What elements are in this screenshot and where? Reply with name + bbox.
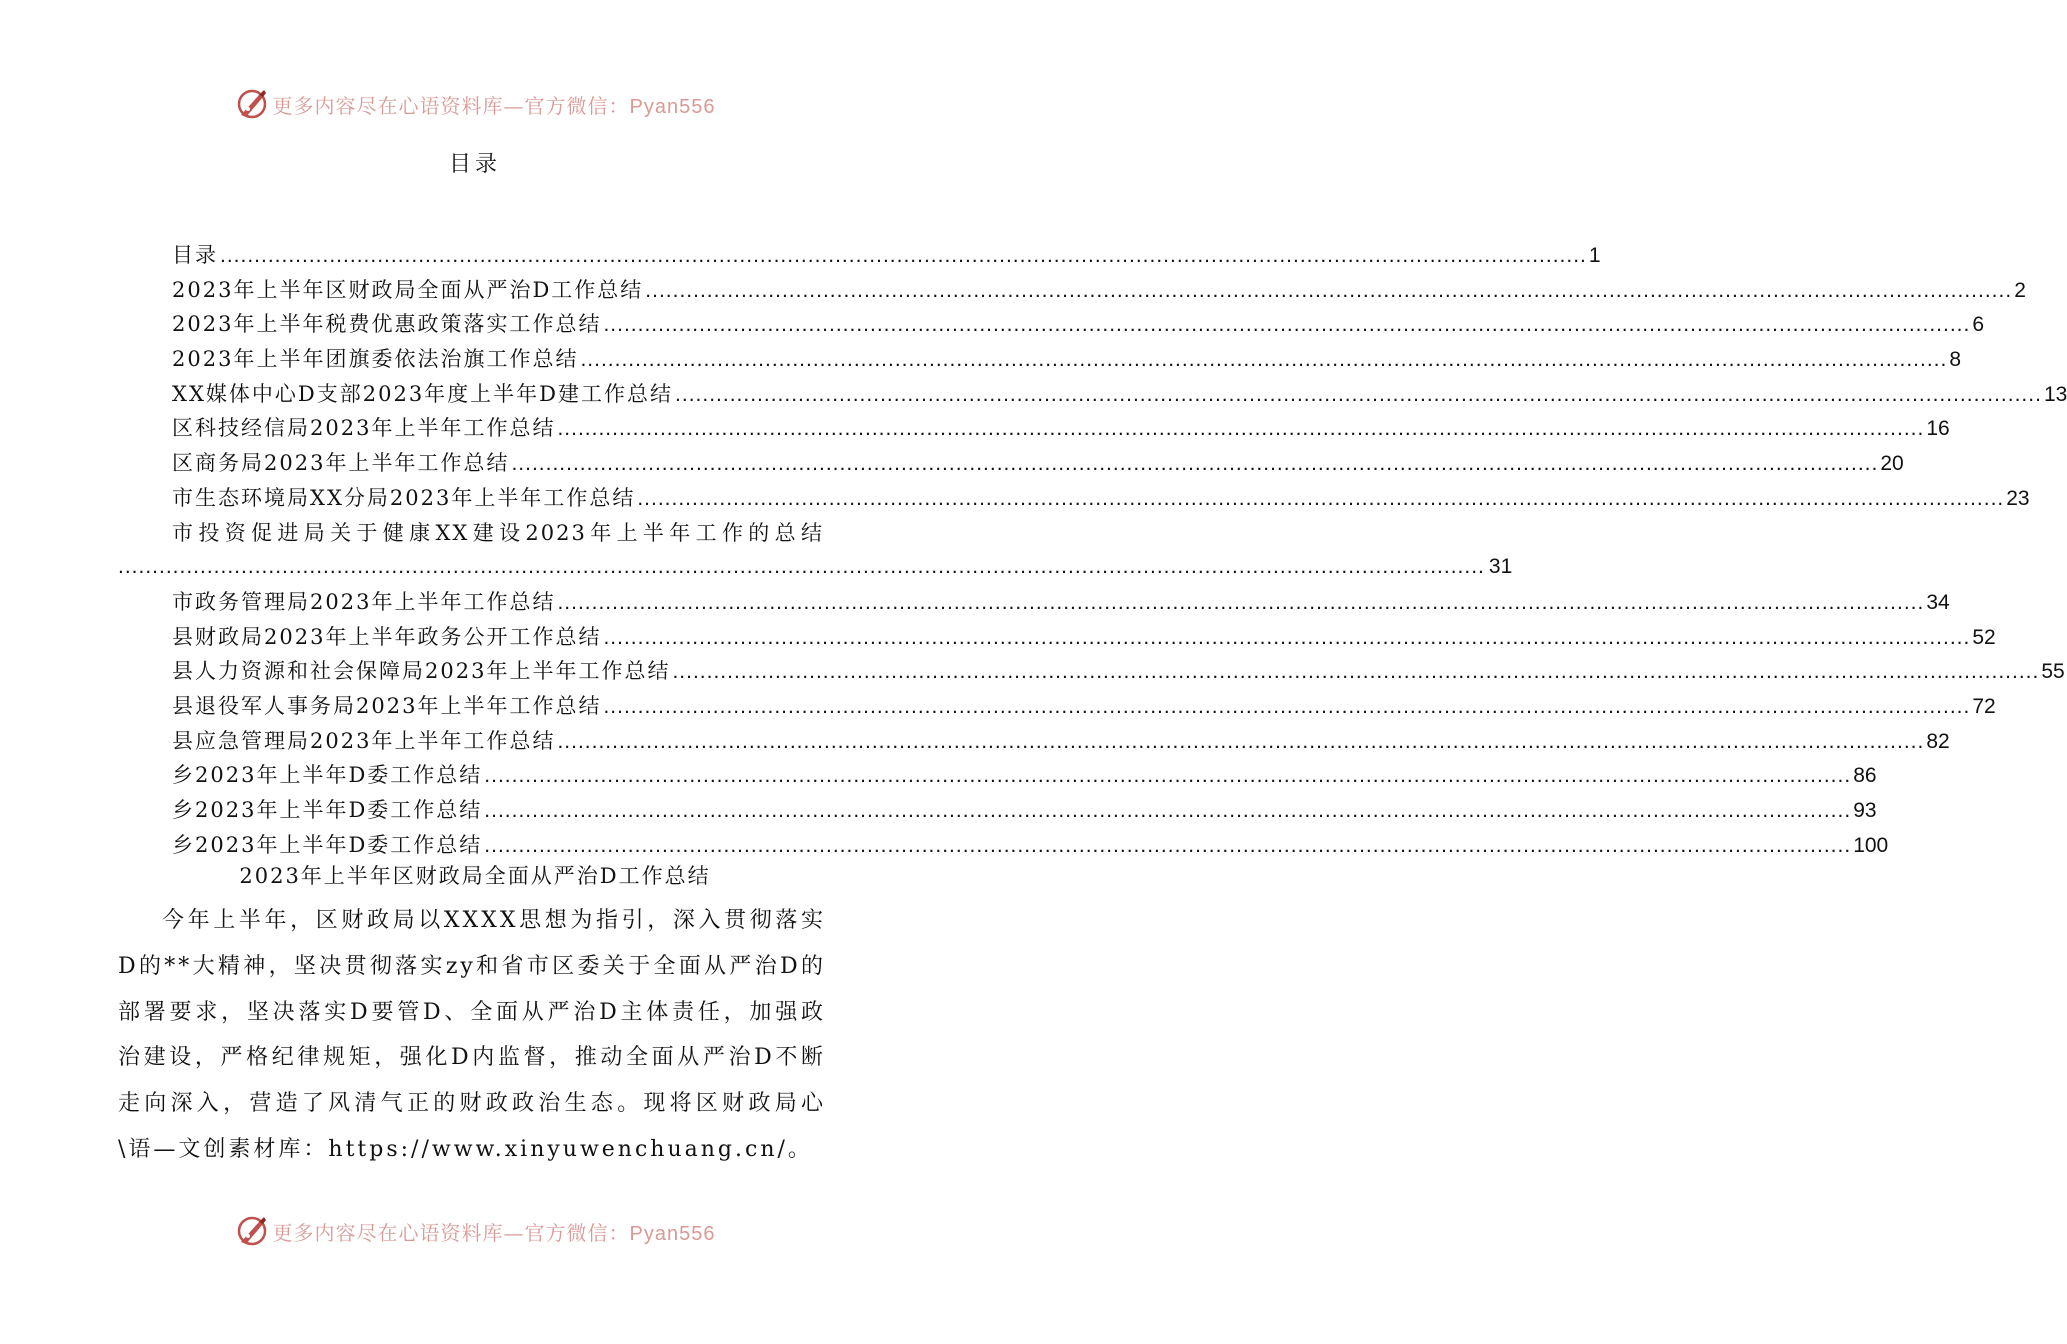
footer-watermark <box>0 1211 950 1251</box>
toc-entry-row <box>172 620 1996 656</box>
toc-entry[interactable] <box>0 446 1904 481</box>
toc-entry-row <box>172 481 2030 517</box>
toc-entry-row <box>172 758 1877 794</box>
toc-entry-row <box>172 377 2067 413</box>
toc-leader-dots: ........................................................................................................................................................................................................ <box>484 833 1852 857</box>
toc-entry[interactable] <box>0 758 1877 793</box>
toc-entry-row <box>172 724 1950 760</box>
header-watermark <box>0 84 950 124</box>
toc-leader-dots: ........................................................................................................................................................................................................ <box>675 382 2042 406</box>
toc-entry-title: 市投资促进局关于健康XX建设2023年上半年工作的总结 <box>172 520 824 545</box>
toc-leader-dots: ........................................................................................................................................................................................................ <box>220 244 1587 267</box>
toc-page-number: 100 <box>1853 833 1889 857</box>
toc-entry-title: 目录 <box>172 243 218 267</box>
toc-page-number: 6 <box>1972 313 1985 337</box>
watermark-slogan: 更多内容尽在心语资料库 <box>272 93 504 118</box>
toc-entry-title: 县退役军人事务局2023年上半年工作总结 <box>172 693 602 718</box>
toc-page-number: 2 <box>2014 278 2026 302</box>
toc-entry-title: 市政务管理局2023年上半年工作总结 <box>172 589 556 614</box>
toc-leader-dots: ........................................................................................................................................................................................................ <box>484 799 1852 823</box>
pen-logo-icon <box>235 87 269 121</box>
toc-page-number: 31 <box>1488 555 1513 579</box>
toc-entry[interactable] <box>0 481 2030 516</box>
toc-entry-title: 2023年上半年税费优惠政策落实工作总结 <box>172 312 602 337</box>
toc-page-number: 72 <box>1972 694 1996 718</box>
table-of-contents <box>0 238 2067 862</box>
watermark-text <box>273 1217 716 1246</box>
toc-leader-dots: ........................................................................................................................................................................................................ <box>603 313 1971 337</box>
toc-entry-title: 乡2023年上半年D委工作总结 <box>172 763 483 788</box>
watermark-separator: — <box>503 93 525 118</box>
toc-entry-row <box>172 689 1996 725</box>
toc-entry[interactable] <box>0 273 2026 308</box>
watermark-wechat-id: Pyan556 <box>629 95 716 118</box>
toc-entry[interactable] <box>0 585 1950 620</box>
toc-entry-row <box>172 585 1950 621</box>
toc-leader-dots: ........................................................................................................................................................................................................ <box>557 590 1925 614</box>
toc-entry-title: 2023年上半年区财政局全面从严治D工作总结 <box>172 277 644 302</box>
toc-leader-dots: ........................................................................................................................................................................................................ <box>557 417 1925 441</box>
toc-entry[interactable] <box>0 620 1996 655</box>
toc-page-number: 20 <box>1880 452 1904 476</box>
toc-entry[interactable] <box>0 307 1985 342</box>
toc-entry[interactable] <box>0 828 1889 863</box>
section-title: 2023年上半年区财政局全面从严治D工作总结 <box>239 864 711 888</box>
toc-leader-dots: ........................................................................................................................................................................................................ <box>118 555 1485 579</box>
toc-entry-row <box>172 238 1601 274</box>
toc-leader-dots: ........................................................................................................................................................................................................ <box>557 729 1925 753</box>
toc-entry-title: 区商务局2023年上半年工作总结 <box>172 451 510 476</box>
toc-entry-title: 县应急管理局2023年上半年工作总结 <box>172 728 556 753</box>
toc-entry-title: 2023年上半年团旗委依法治旗工作总结 <box>172 347 579 372</box>
toc-page-number: 52 <box>1972 625 1996 649</box>
toc-entry[interactable] <box>0 654 2065 689</box>
toc-entry-title: 县财政局2023年上半年政务公开工作总结 <box>172 624 602 649</box>
toc-page-number: 82 <box>1926 729 1950 753</box>
toc-heading: 目录 <box>448 152 501 177</box>
watermark-slogan: 更多内容尽在心语资料库 <box>272 1220 504 1245</box>
toc-entry[interactable] <box>0 342 1962 377</box>
toc-leader-dots: ........................................................................................................................................................................................................ <box>637 486 2005 510</box>
toc-entry-title: 县人力资源和社会保障局2023年上半年工作总结 <box>172 659 671 684</box>
toc-entry-row <box>172 654 2065 690</box>
toc-entry-title: XX媒体中心D支部2023年度上半年D建工作总结 <box>172 381 674 406</box>
toc-leader-dots: ........................................................................................................................................................................................................ <box>580 348 1948 372</box>
toc-entry-row <box>172 411 1950 447</box>
toc-page-number: 8 <box>1949 348 1962 372</box>
toc-entry[interactable] <box>0 377 2067 412</box>
toc-page-number: 13 <box>2043 382 2067 406</box>
toc-entry-title: 乡2023年上半年D委工作总结 <box>172 832 483 857</box>
toc-page-number: 1 <box>1588 244 1601 267</box>
toc-leader-dots: ........................................................................................................................................................................................................ <box>603 625 1971 649</box>
toc-entry-title: 乡2023年上半年D委工作总结 <box>172 798 483 823</box>
toc-leader-dots: ........................................................................................................................................................................................................ <box>484 764 1852 788</box>
watermark-label: 官方微信： <box>524 1220 630 1245</box>
toc-entry-row <box>172 793 1877 829</box>
toc-entry[interactable] <box>0 724 1950 759</box>
toc-entry-row <box>118 550 1513 585</box>
toc-entry-title: 区科技经信局2023年上半年工作总结 <box>172 416 556 441</box>
watermark-label: 官方微信： <box>524 93 630 118</box>
toc-leader-dots: ........................................................................................................................................................................................................ <box>672 660 2040 684</box>
toc-entry[interactable] <box>0 516 1513 585</box>
toc-page-number: 55 <box>2041 660 2065 684</box>
toc-entry[interactable] <box>0 411 1950 446</box>
toc-entry-title: 市生态环境局XX分局2023年上半年工作总结 <box>172 485 636 510</box>
toc-entry-row <box>172 273 2026 309</box>
toc-page-number: 34 <box>1926 590 1950 614</box>
toc-entry-row <box>172 342 1962 378</box>
toc-entry[interactable] <box>0 793 1877 828</box>
toc-leader-dots: ........................................................................................................................................................................................................ <box>511 452 1879 476</box>
watermark-text <box>273 90 716 119</box>
toc-entry-row <box>172 446 1904 482</box>
toc-entry-row <box>172 307 1985 343</box>
toc-leader-dots: ........................................................................................................................................................................................................ <box>603 694 1971 718</box>
watermark-wechat-id: Pyan556 <box>629 1222 716 1245</box>
pen-logo-icon <box>235 1214 269 1248</box>
toc-leader-dots: ........................................................................................................................................................................................................ <box>645 278 2013 302</box>
body-paragraph: 今年上半年，区财政局以XXXX思想为指引，深入贯彻落实D的**大精神，坚决贯彻落实zy和省市区委关于全面从严治D的部署要求，坚决落实D要管D、全面从严治D主体责任，加强政治建设，严格纪律规矩，强化D内监督，推动全面从严治D不断走向深入，营造了风清气正的财政政治生态。现将区财政局心\语—文创素材库：https://www.xinyuwenchuang.cn/。 <box>118 908 826 1162</box>
toc-page-number: 86 <box>1853 764 1877 788</box>
toc-entry[interactable] <box>0 238 1601 273</box>
toc-page-number: 23 <box>2006 486 2030 510</box>
toc-entry-row <box>172 828 1889 864</box>
watermark-separator: — <box>503 1220 525 1245</box>
toc-page-number: 16 <box>1926 417 1950 441</box>
toc-page-number: 93 <box>1853 799 1877 823</box>
toc-entry[interactable] <box>0 689 1996 724</box>
